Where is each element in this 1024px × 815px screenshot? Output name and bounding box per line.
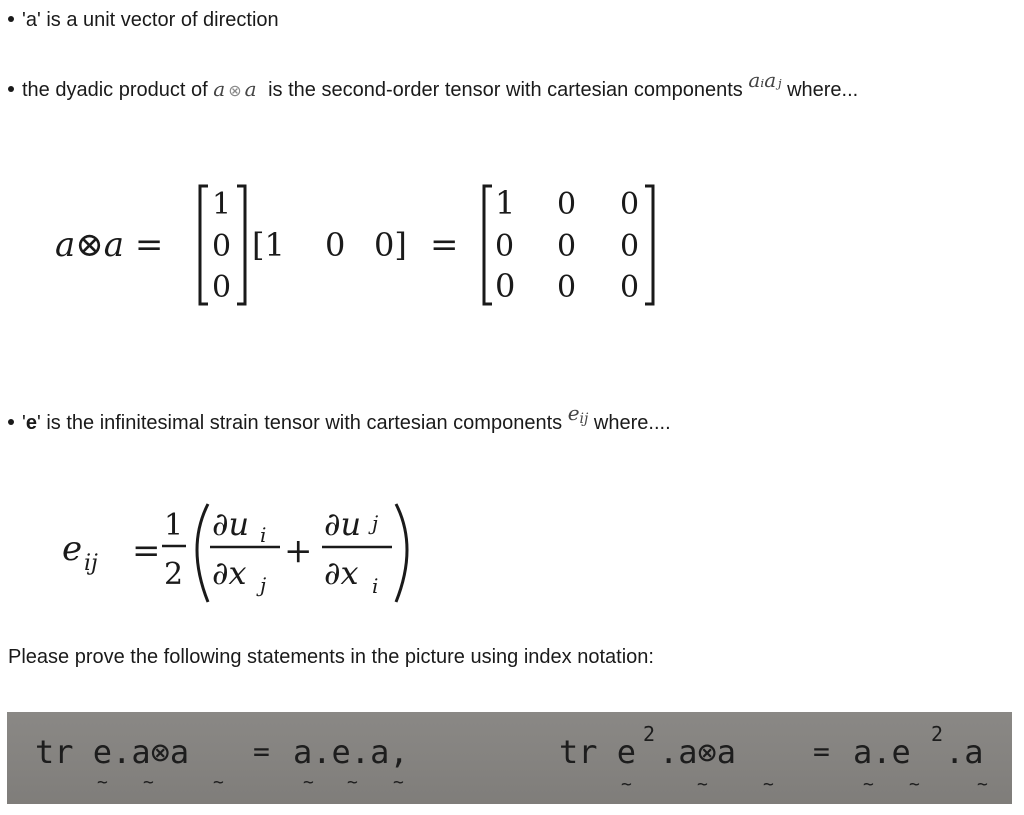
eq1-equals: = [430, 225, 459, 265]
eq2-term1-num-sub: i [260, 523, 267, 547]
stmt2-rhs-exponent: 2 [931, 722, 944, 746]
bullet-dot [8, 16, 14, 22]
strain-components [568, 401, 589, 425]
tilde-mark: ~ [763, 774, 774, 795]
eq2-term2-num-sub: j [372, 511, 379, 535]
bullet-dyadic-product [8, 68, 859, 101]
dyadic-mid-text: is the second-order tensor with cartesian components [268, 79, 743, 101]
eq2-right-paren [396, 504, 407, 602]
strain-quote-open: ' [22, 412, 26, 434]
bullet-dot [8, 419, 14, 425]
col-vector-right-bracket [237, 186, 245, 304]
row-vector-entry: 0 [325, 226, 346, 264]
strain-mid-text: ' is the infinitesimal strain tensor with cartesian components [36, 412, 563, 434]
eq2-term2-den: ∂x [324, 554, 359, 592]
matrix-entry: 0 [495, 229, 515, 264]
stmt2-rest: .a⊗a [659, 733, 737, 771]
bullet-strain-tensor [8, 401, 671, 435]
tilde-mark: ~ [863, 774, 874, 795]
tilde-mark: ~ [347, 772, 358, 793]
row-vector-entry: 0] [374, 226, 407, 264]
matrix-entry: 0 [495, 267, 516, 305]
eq2-term1-num: ∂u [212, 505, 250, 543]
dyadic-a2: a [244, 77, 257, 101]
matrix-entry: 0 [557, 270, 577, 305]
strain-equation [50, 490, 430, 615]
eq2-term1-den-sub: j [260, 573, 267, 597]
eq2-lhs-base: e [62, 529, 83, 569]
matrix-entry: 0 [557, 229, 577, 264]
stmt1-lhs: tr e.a⊗a [35, 733, 190, 771]
strain-e-bold: e [25, 412, 37, 434]
matrix-entry: 0 [620, 229, 640, 264]
matrix-entry: 0 [557, 187, 577, 222]
prompt-text: Please prove the following statements in the picture using index notation: [8, 646, 654, 668]
tilde-mark: ~ [697, 774, 708, 795]
stmt1-rhs: a.e.a, [293, 733, 409, 771]
bullet-dot [8, 86, 14, 92]
col-vector-left-bracket [200, 186, 208, 304]
dyadic-equation [40, 170, 680, 320]
matrix-entry: 1 [495, 184, 516, 222]
tilde-mark: ~ [303, 772, 314, 793]
matrix-left-bracket [484, 186, 492, 304]
tilde-mark: ~ [977, 774, 988, 795]
stmt2-equals: = [813, 735, 830, 768]
stmt2-rhs-a: a.e [853, 733, 911, 771]
statements-photo [7, 712, 1012, 804]
dyadic-a1: a [213, 77, 226, 101]
row-vector-entry: [1 [252, 226, 285, 264]
eq2-left-paren [197, 504, 208, 602]
stmt2-rhs-rest: .a [945, 733, 984, 771]
tilde-mark: ~ [393, 772, 404, 793]
dyadic-components: aᵢaⱼ [748, 68, 782, 92]
strain-suffix: where.... [593, 412, 671, 434]
eq2-lhs-sub: ij [84, 551, 98, 576]
dyadic-otimes: ⊗ [228, 81, 242, 100]
dyadic-prefix-text: the dyadic product of [22, 79, 208, 101]
eq2-term2-num: ∂u [324, 505, 362, 543]
matrix-entry: 0 [620, 187, 640, 222]
eq2-plus: + [284, 531, 313, 571]
matrix-right-bracket [645, 186, 653, 304]
unit-vector-text: 'a' is a unit vector of direction [22, 9, 279, 31]
strain-comp-base: e [567, 401, 580, 425]
tilde-mark: ~ [621, 774, 632, 795]
dyadic-suffix: where... [787, 79, 859, 101]
tilde-mark: ~ [97, 772, 108, 793]
stmt1-equals: = [253, 735, 270, 768]
eq2-half-num: 1 [164, 508, 184, 543]
tilde-mark: ~ [143, 772, 154, 793]
eq2-term1-den: ∂x [212, 554, 247, 592]
eq2-term2-den-sub: i [372, 574, 379, 598]
strain-comp-sub: ij [579, 410, 589, 427]
col-vector-entry: 0 [212, 229, 232, 264]
eq2-half-den: 2 [164, 557, 184, 592]
tilde-mark: ~ [909, 774, 920, 795]
eq2-equals: = [132, 531, 161, 571]
tilde-mark: ~ [213, 772, 224, 793]
col-vector-entry: 0 [212, 270, 232, 305]
matrix-entry: 0 [620, 270, 640, 305]
col-vector-entry: 1 [212, 187, 232, 222]
stmt2-exponent: 2 [643, 722, 656, 746]
bullet-unit-vector [8, 10, 279, 30]
eq1-lhs: a⊗a = [55, 225, 164, 265]
stmt2-tr-e: tr e [559, 733, 637, 771]
